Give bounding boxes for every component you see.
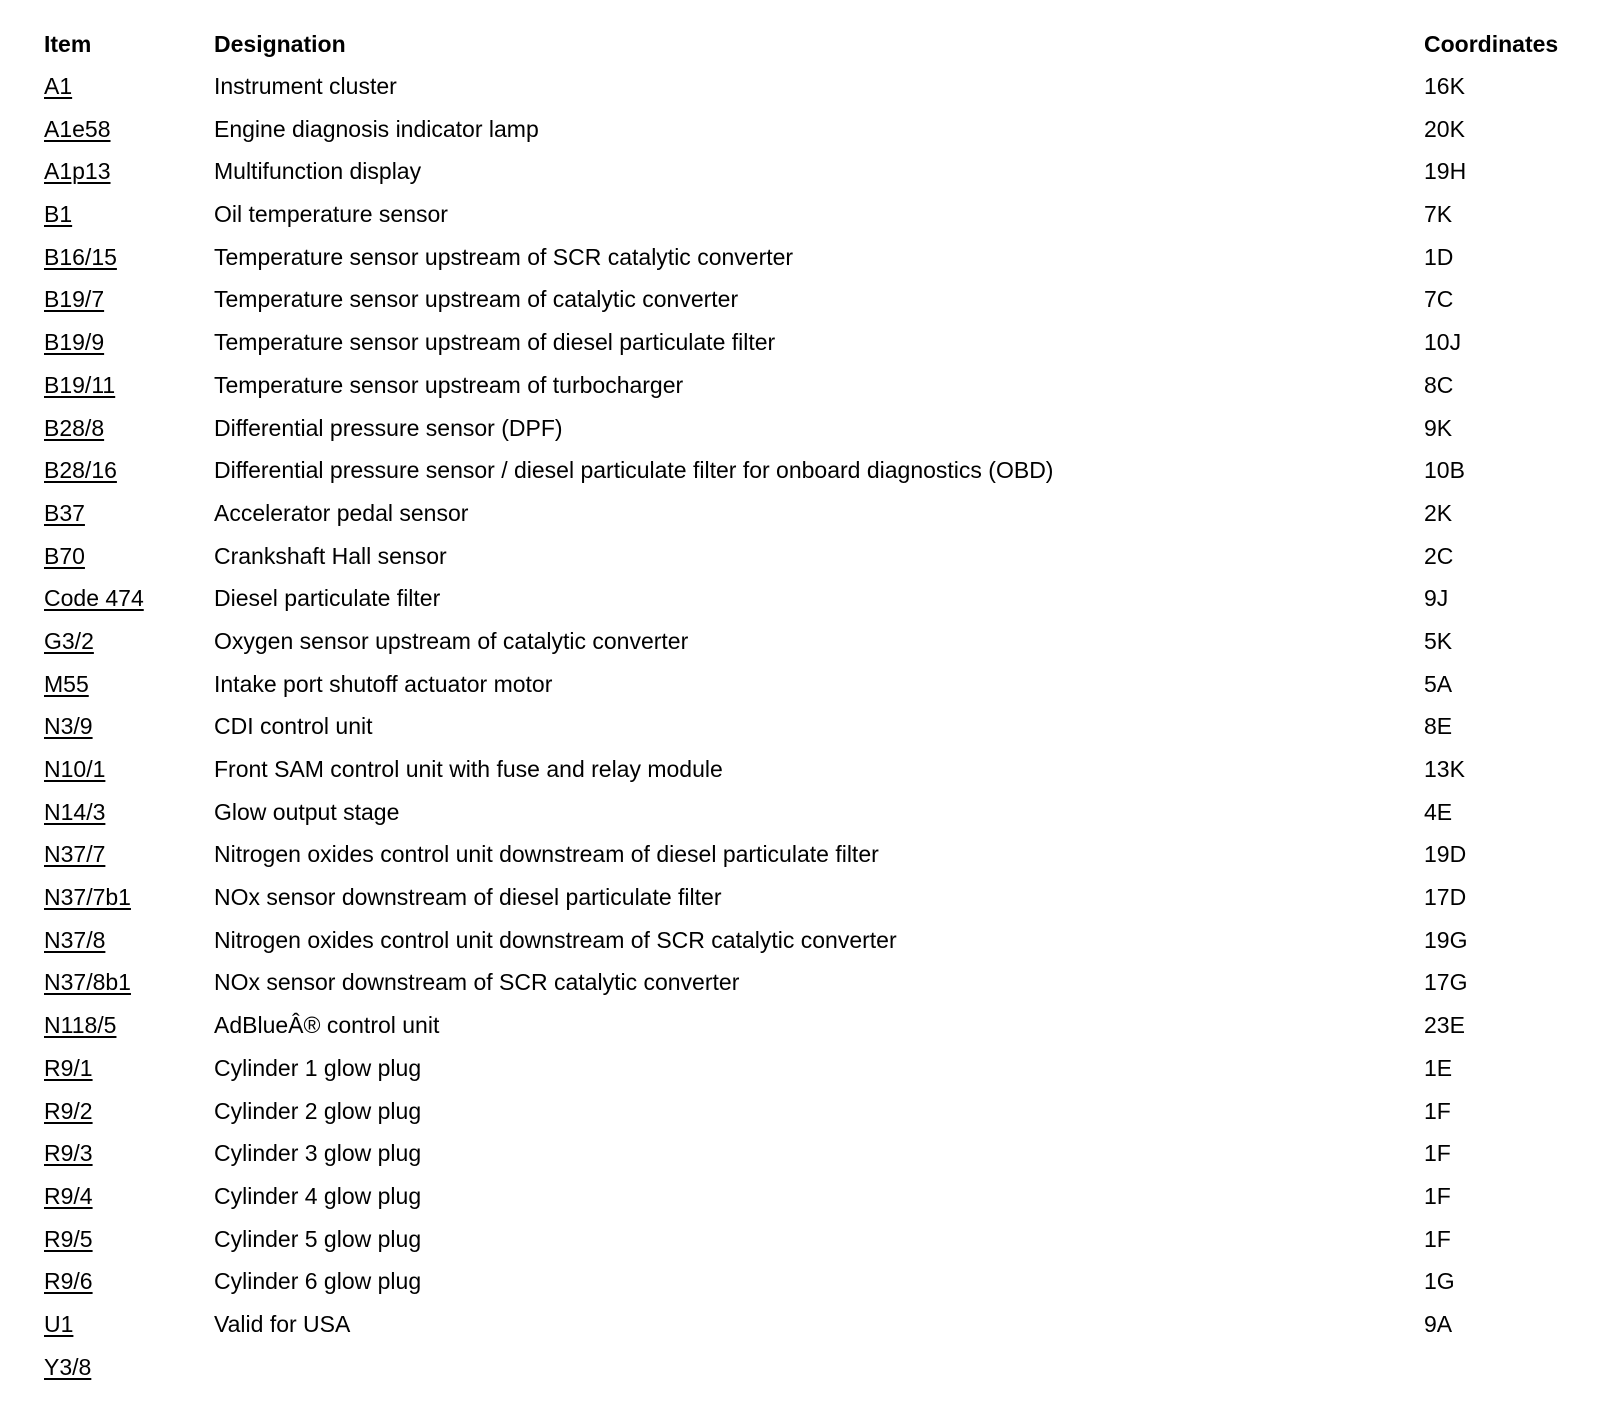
table-row — [44, 196, 1574, 239]
designation-text: Valid for USA — [214, 1310, 351, 1337]
table-row — [44, 580, 1574, 623]
designation-text: NOx sensor downstream of diesel particulate filter — [214, 884, 722, 911]
designation-text: Cylinder 5 glow plug — [214, 1225, 422, 1252]
header-item: Item — [44, 31, 92, 57]
table-row — [44, 1221, 1574, 1264]
item-link[interactable]: R9/6 — [44, 1268, 93, 1295]
coordinates-text: 5K — [1424, 627, 1453, 654]
table-row — [44, 239, 1574, 282]
coordinates-text: 7C — [1424, 286, 1454, 313]
table-row — [44, 922, 1574, 965]
designation-text: Nitrogen oxides control unit downstream of diesel particulate filter — [214, 841, 879, 868]
table-body — [44, 68, 1574, 1391]
header-designation: Designation — [214, 31, 346, 57]
designation-text: AdBlueÂ® control unit — [214, 1012, 440, 1039]
coordinates-text: 17G — [1424, 969, 1468, 996]
coordinates-text: 8E — [1424, 713, 1453, 740]
designation-text: Cylinder 1 glow plug — [214, 1054, 422, 1081]
table-row — [44, 1178, 1574, 1221]
coordinates-text: 2K — [1424, 499, 1453, 526]
item-link[interactable]: B16/15 — [44, 243, 117, 270]
table-row — [44, 324, 1574, 367]
item-link[interactable]: B28/8 — [44, 414, 105, 441]
designation-text: Diesel particulate filter — [214, 585, 441, 612]
item-link[interactable]: N37/8b1 — [44, 969, 131, 996]
table-row — [44, 153, 1574, 196]
table-row — [44, 1349, 1574, 1392]
coordinates-text: 9J — [1424, 585, 1449, 612]
coordinates-text: 4E — [1424, 798, 1453, 825]
designation-text: Temperature sensor upstream of catalytic converter — [214, 286, 739, 313]
designation-text: Accelerator pedal sensor — [214, 499, 469, 526]
table-row — [44, 495, 1574, 538]
item-link[interactable]: B28/16 — [44, 457, 117, 484]
designation-text: Cylinder 6 glow plug — [214, 1268, 422, 1295]
designation-text: Cylinder 3 glow plug — [214, 1140, 422, 1167]
coordinates-text: 9K — [1424, 414, 1453, 441]
designation-text: Glow output stage — [214, 798, 400, 825]
item-link[interactable]: A1e58 — [44, 115, 111, 142]
coordinates-text: 1F — [1424, 1225, 1451, 1252]
designation-text: Cylinder 2 glow plug — [214, 1097, 422, 1124]
item-link[interactable]: N14/3 — [44, 798, 106, 825]
table-row — [44, 794, 1574, 837]
designation-text: Differential pressure sensor / diesel particulate filter for onboard diagnostics (OBD) — [214, 457, 1054, 484]
table-row — [44, 836, 1574, 879]
table-row — [44, 367, 1574, 410]
item-link[interactable]: Code 474 — [44, 585, 144, 612]
coordinates-text: 19D — [1424, 841, 1467, 868]
table-row — [44, 281, 1574, 324]
header-coordinates: Coordinates — [1424, 31, 1559, 57]
table-row — [44, 1093, 1574, 1136]
table-row — [44, 452, 1574, 495]
coordinates-text: 17D — [1424, 884, 1467, 911]
item-link[interactable]: A1 — [44, 73, 73, 99]
designation-text: Differential pressure sensor (DPF) — [214, 414, 563, 441]
table-row — [44, 1306, 1574, 1349]
designation-text: Nitrogen oxides control unit downstream of SCR catalytic converter — [214, 926, 897, 953]
coordinates-text: 9A — [1424, 1310, 1453, 1337]
table-header — [44, 26, 1574, 68]
coordinates-text: 16K — [1424, 73, 1465, 99]
coordinates-text: 10B — [1424, 457, 1465, 484]
designation-text: Temperature sensor upstream of diesel particulate filter — [214, 329, 776, 356]
coordinates-text: 1F — [1424, 1097, 1451, 1124]
table-row — [44, 879, 1574, 922]
item-link[interactable]: N118/5 — [44, 1012, 117, 1039]
item-link[interactable]: R9/2 — [44, 1097, 93, 1124]
table-row — [44, 410, 1574, 453]
item-link[interactable]: B1 — [44, 201, 73, 228]
designation-text: Cylinder 4 glow plug — [214, 1182, 422, 1209]
coordinates-text: 5A — [1424, 670, 1453, 697]
designation-text: Temperature sensor upstream of SCR catalytic converter — [214, 243, 794, 270]
table-row — [44, 1135, 1574, 1178]
table-row — [44, 68, 1574, 111]
table-row — [44, 666, 1574, 709]
designation-text: NOx sensor downstream of SCR catalytic converter — [214, 969, 740, 996]
designation-text: Crankshaft Hall sensor — [214, 542, 447, 569]
item-link[interactable]: G3/2 — [44, 627, 94, 654]
coordinates-text: 7K — [1424, 201, 1453, 228]
coordinates-text: 1F — [1424, 1140, 1451, 1167]
item-link[interactable]: A1p13 — [44, 158, 111, 185]
designation-text: Intake port shutoff actuator motor — [214, 670, 553, 697]
designation-text: Oxygen sensor upstream of catalytic converter — [214, 627, 689, 654]
item-link[interactable]: N10/1 — [44, 756, 106, 782]
coordinates-text: 1E — [1424, 1054, 1453, 1081]
designation-text: Oil temperature sensor — [214, 201, 448, 228]
coordinates-text: 20K — [1424, 115, 1465, 142]
designation-text: Engine diagnosis indicator lamp — [214, 115, 539, 142]
table-row — [44, 111, 1574, 154]
item-link[interactable]: N37/8 — [44, 926, 106, 953]
item-link[interactable]: Y3/8 — [44, 1353, 92, 1380]
item-link[interactable]: R9/5 — [44, 1225, 93, 1252]
item-link[interactable]: R9/1 — [44, 1054, 93, 1081]
item-link[interactable]: B37 — [44, 499, 85, 526]
table-row — [44, 751, 1574, 794]
coordinates-text: 1G — [1424, 1268, 1455, 1295]
item-link[interactable]: U1 — [44, 1310, 74, 1337]
item-link[interactable]: R9/4 — [44, 1182, 93, 1209]
item-link[interactable]: M55 — [44, 670, 89, 697]
coordinates-text: 1F — [1424, 1182, 1451, 1209]
item-link[interactable]: N37/7 — [44, 841, 106, 868]
table-row — [44, 623, 1574, 666]
designation-text: CDI control unit — [214, 713, 373, 740]
coordinates-text: 10J — [1424, 329, 1462, 356]
item-link[interactable]: R9/3 — [44, 1140, 93, 1167]
coordinates-text: 23E — [1424, 1012, 1465, 1039]
component-legend-table — [44, 26, 1574, 1391]
table-row — [44, 1007, 1574, 1050]
table-row — [44, 538, 1574, 581]
coordinates-text: 13K — [1424, 756, 1465, 782]
coordinates-text: 19H — [1424, 158, 1467, 185]
coordinates-text: 8C — [1424, 371, 1454, 398]
coordinates-text: 2C — [1424, 542, 1454, 569]
designation-text: Instrument cluster — [214, 73, 397, 99]
item-link[interactable]: B19/11 — [44, 371, 116, 398]
designation-text: Front SAM control unit with fuse and relay module — [214, 756, 723, 782]
designation-text: Temperature sensor upstream of turbocharger — [214, 371, 684, 398]
table-row — [44, 708, 1574, 751]
item-link[interactable]: B70 — [44, 542, 85, 569]
coordinates-text: 1D — [1424, 243, 1454, 270]
table-row — [44, 1263, 1574, 1306]
item-link[interactable]: B19/7 — [44, 286, 105, 313]
coordinates-text: 19G — [1424, 926, 1468, 953]
item-link[interactable]: N37/7b1 — [44, 884, 131, 911]
item-link[interactable]: B19/9 — [44, 329, 105, 356]
table-row — [44, 1050, 1574, 1093]
designation-text: Multifunction display — [214, 158, 422, 185]
item-link[interactable]: N3/9 — [44, 713, 93, 740]
table-row — [44, 964, 1574, 1007]
